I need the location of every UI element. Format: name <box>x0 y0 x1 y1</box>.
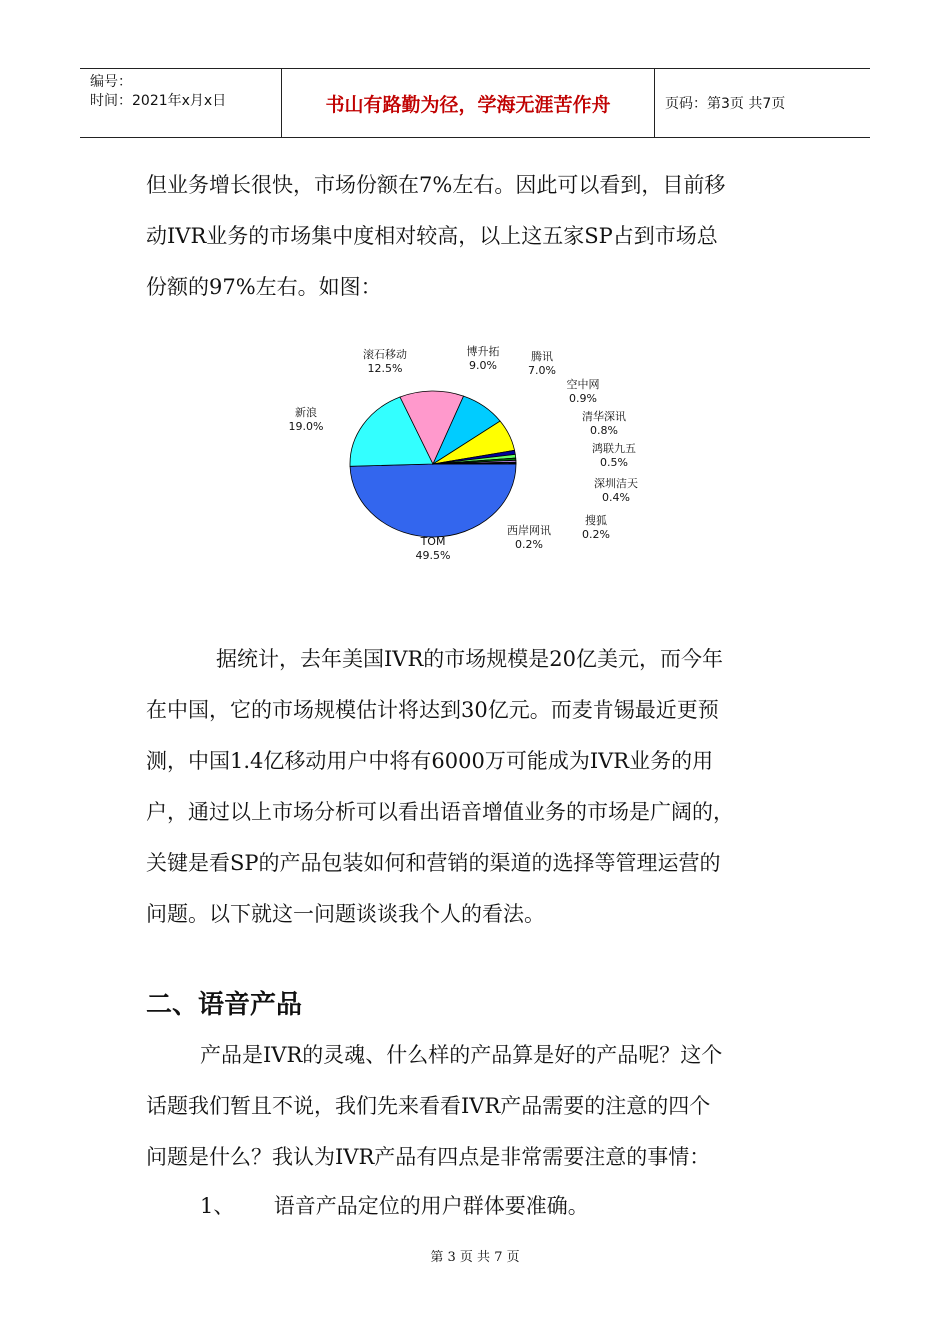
list-item-number: 1、 <box>200 1194 235 1218</box>
slice-percent-label: 12.5% <box>367 362 403 375</box>
slice-label: TOM <box>420 535 446 548</box>
page-header <box>80 68 870 138</box>
number-label: 编号： <box>90 74 132 90</box>
market-share-pie-chart <box>270 330 690 575</box>
slice-percent-label: 0.2% <box>515 538 543 551</box>
time-label: 时间：2021年x月x日 <box>90 93 227 109</box>
text-line: 据统计，去年美国IVR的市场规模是20亿美元，而今年 <box>216 647 723 671</box>
text-line: 动IVR业务的市场集中度相对较高，以上这五家SP占到市场总 <box>146 224 718 248</box>
slice-label: 西岸网讯 <box>507 524 551 537</box>
pie-slice <box>350 464 516 537</box>
slice-percent-label: 0.8% <box>590 424 618 437</box>
page-footer: 第 3 页 共 7 页 <box>430 1250 520 1265</box>
section-heading: 二、语音产品 <box>146 990 303 1020</box>
header-page-info: 页码：第3页 共7页 <box>665 96 786 112</box>
slice-label: 清华深讯 <box>582 410 626 423</box>
slice-label: 搜狐 <box>585 514 607 527</box>
text-line: 在中国，它的市场规模估计将达到30亿元。而麦肯锡最近更预 <box>146 698 719 722</box>
slice-percent-label: 49.5% <box>415 549 451 562</box>
paragraph-2 <box>146 634 810 940</box>
list-item-text: 语音产品定位的用户群体要准确。 <box>273 1194 589 1218</box>
text-line: 问题。以下就这一问题谈谈我个人的看法。 <box>146 902 545 926</box>
slice-percent-label: 19.0% <box>288 420 324 433</box>
list-item <box>200 1181 864 1232</box>
text-line: 测，中国1.4亿移动用户中将有6000万可能成为IVR业务的用 <box>146 749 714 773</box>
text-line: 但业务增长很快，市场份额在7%左右。因此可以看到，目前移 <box>146 173 726 197</box>
slice-percent-label: 0.9% <box>569 392 597 405</box>
pie-slices <box>350 391 516 537</box>
slice-percent-label: 0.2% <box>582 528 610 541</box>
text-line: 话题我们暂且不说，我们先来看看IVR产品需要的注意的四个 <box>146 1094 711 1118</box>
paragraph-3 <box>146 1030 810 1183</box>
slice-label: 滚石移动 <box>363 348 407 361</box>
text-line: 问题是什么？我认为IVR产品有四点是非常需要注意的事情： <box>146 1145 711 1169</box>
text-line: 产品是IVR的灵魂、什么样的产品算是好的产品呢？这个 <box>200 1043 723 1067</box>
slice-label: 鸿联九五 <box>592 442 636 455</box>
text-line: 份额的97%左右。如图： <box>146 275 382 299</box>
slice-percent-label: 7.0% <box>528 364 556 377</box>
slice-percent-label: 0.4% <box>602 491 630 504</box>
paragraph-1 <box>146 160 810 313</box>
header-motto: 书山有路勤为径，学海无涯苦作舟 <box>281 69 655 137</box>
slice-label: 博升拓 <box>466 345 500 358</box>
slice-percent-label: 0.5% <box>600 456 628 469</box>
slice-label: 空中网 <box>566 378 600 391</box>
slice-label: 腾讯 <box>531 350 553 363</box>
text-line: 户，通过以上市场分析可以看出语音增值业务的市场是广阔的， <box>146 800 734 824</box>
slice-label: 深圳洁天 <box>594 477 638 490</box>
text-line: 关键是看SP的产品包装如何和营销的渠道的选择等管理运营的 <box>146 851 721 875</box>
slice-percent-label: 9.0% <box>469 359 497 372</box>
slice-label: 新浪 <box>295 406 317 419</box>
header-meta <box>80 69 281 137</box>
